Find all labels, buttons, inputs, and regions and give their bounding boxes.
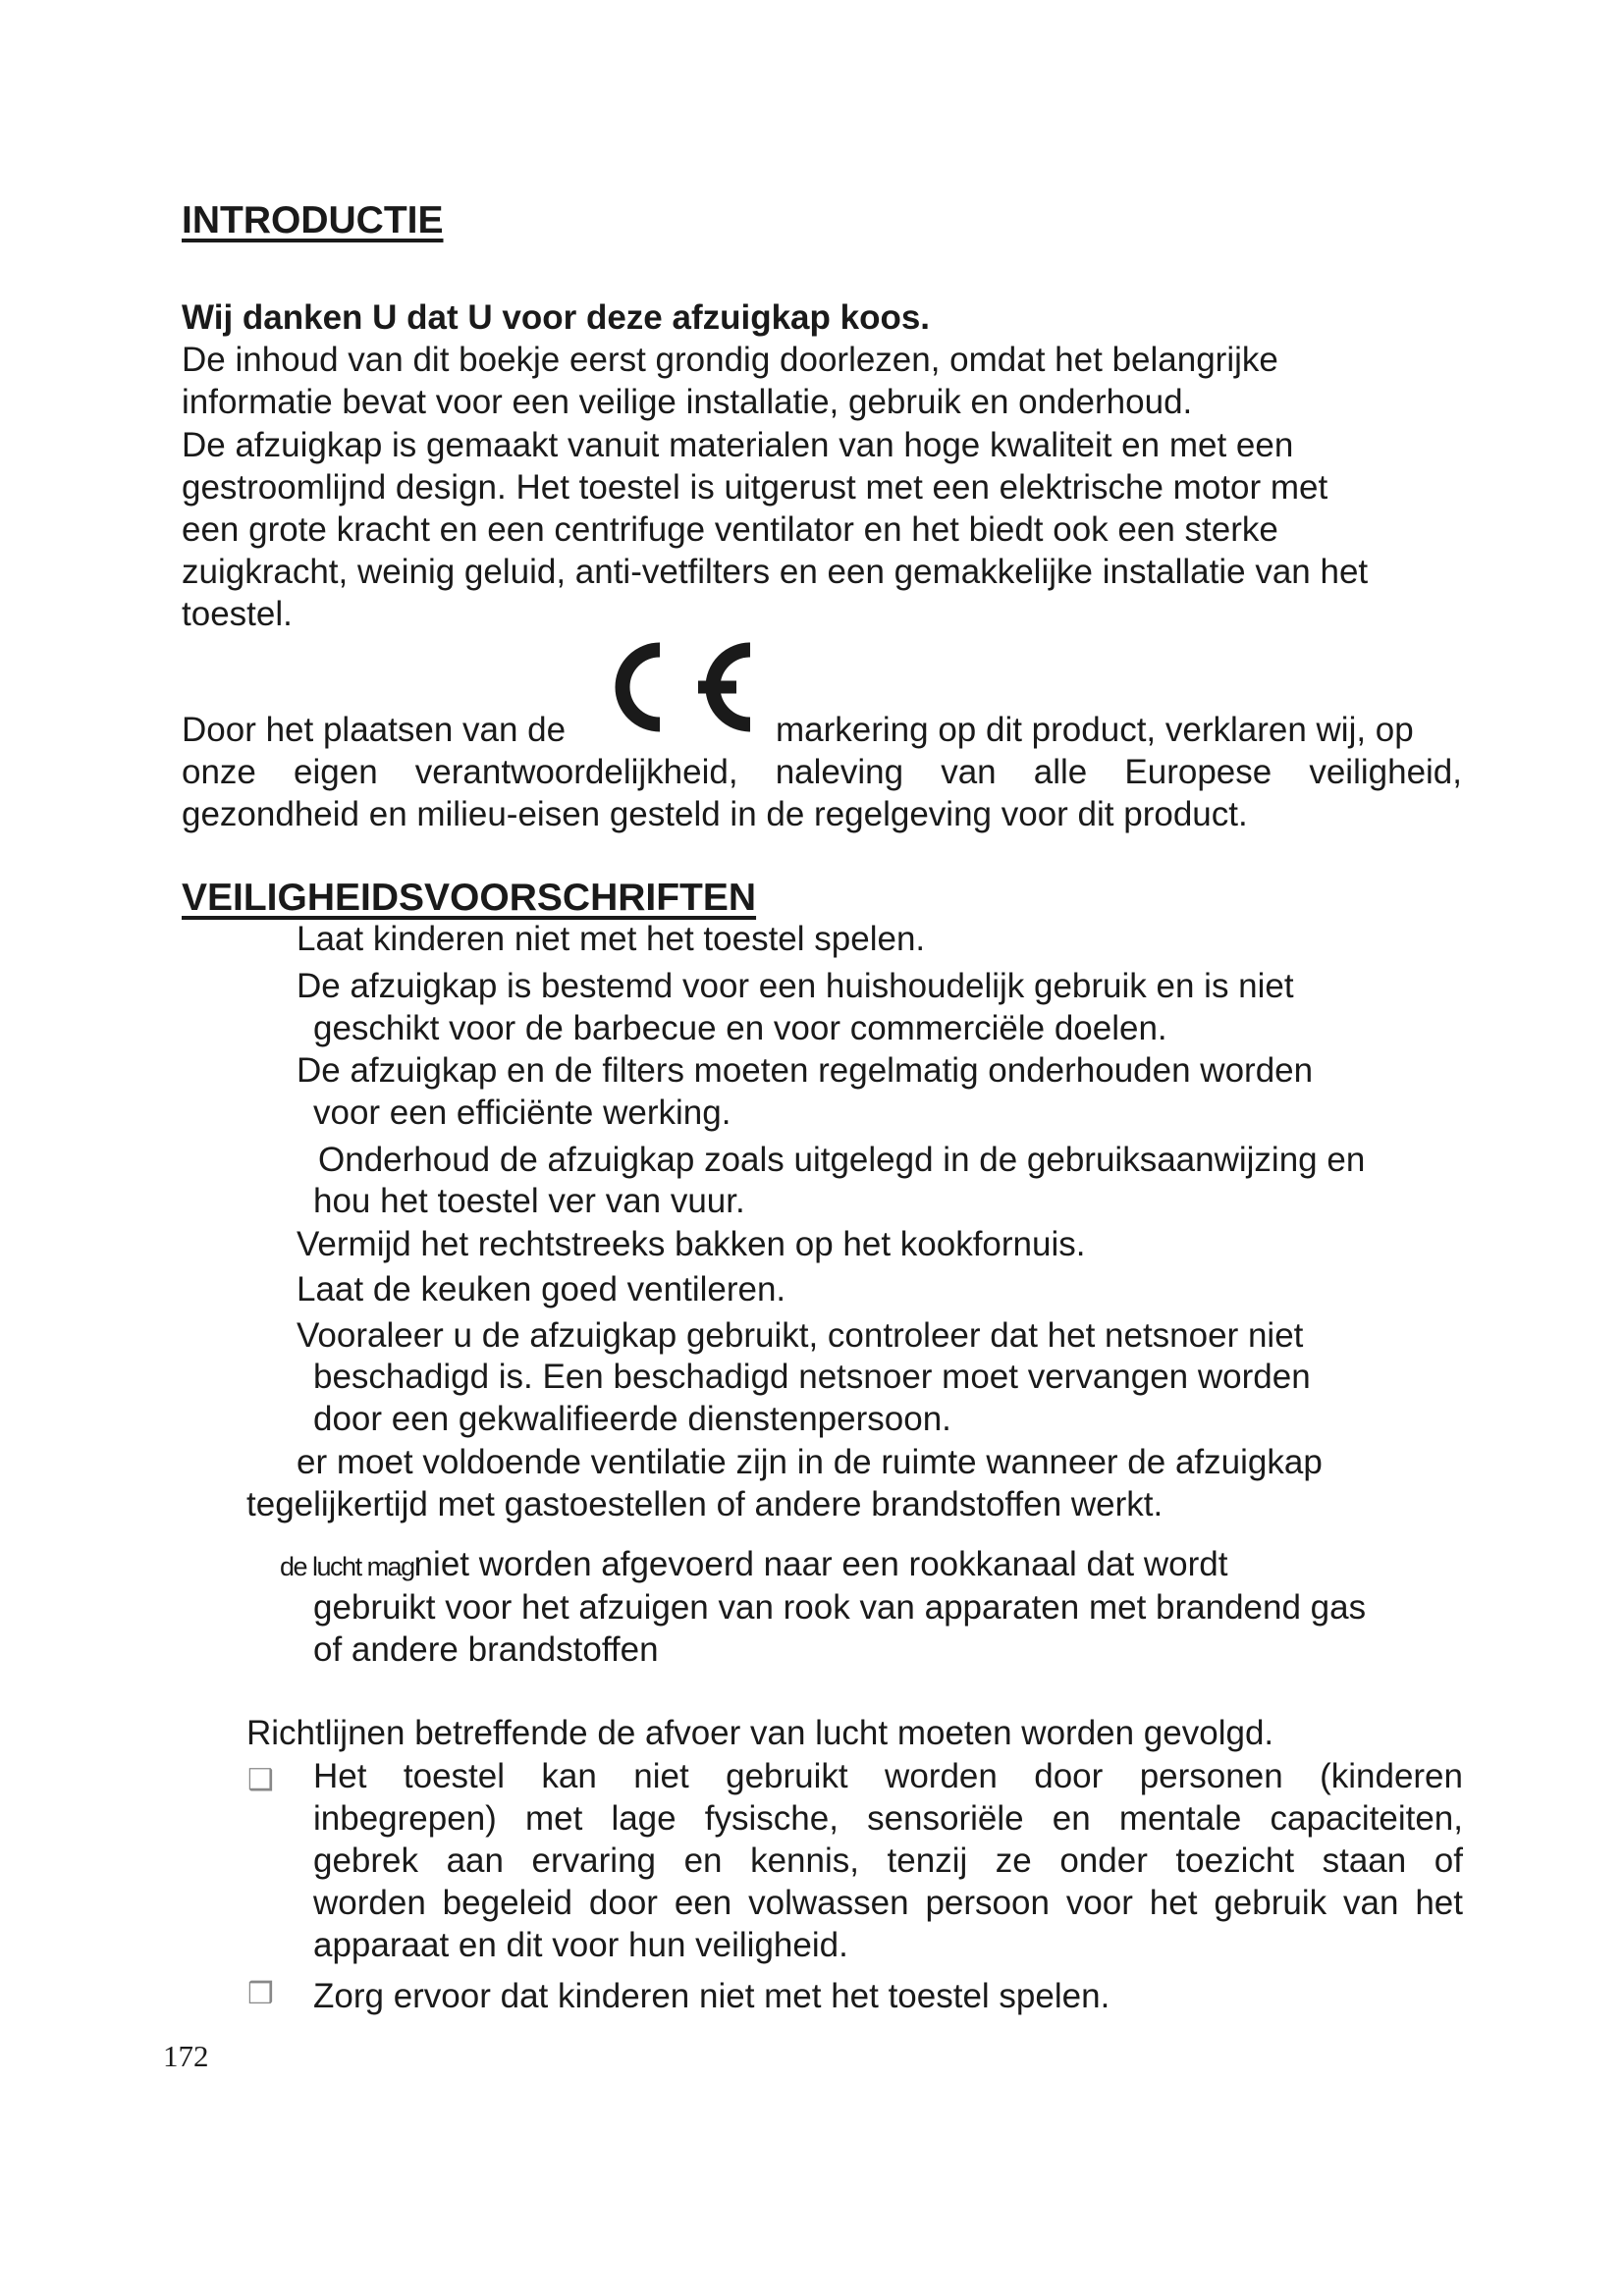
intro-p1-line: informatie bevat voor een veilige installatie, gebruik en onderhoud. xyxy=(182,383,1193,421)
safety-rule-cont: door een gekwalifieerde dienstenpersoon. xyxy=(313,1400,951,1438)
intro-p2-line: een grote kracht en een centrifuge ventilator en het biedt ook een sterke xyxy=(182,510,1278,549)
bullet-line: worden begeleid door een volwassen persoon voor het gebruik van het xyxy=(313,1884,1463,1922)
safety-rule: Vooraleer u de afzuigkap gebruikt, controleer dat het netsnoer niet xyxy=(297,1316,1304,1355)
ce-text-line-3: gezondheid en milieu-eisen gesteld in de regelgeving voor dit product. xyxy=(182,795,1248,833)
intro-p2-line: zuigkracht, weinig geluid, anti-vetfilters en een gemakkelijke installatie van het xyxy=(182,553,1369,591)
ce-text-after: markering op dit product, verklaren wij, op xyxy=(776,711,1414,749)
safety-rule: er moet voldoende ventilatie zijn in de ruimte wanneer de afzuigkap xyxy=(297,1443,1323,1481)
safety-rule-cont: gebruikt voor het afzuigen van rook van apparaten met brandend gas xyxy=(313,1588,1367,1627)
intro-p2-line: De afzuigkap is gemaakt vanuit materialen van hoge kwaliteit en met een xyxy=(182,426,1294,464)
safety-rule: De afzuigkap en de filters moeten regelmatig onderhouden worden xyxy=(297,1051,1314,1090)
safety-rule-cont: voor een efficiënte werking. xyxy=(313,1094,731,1132)
bullet-line: Zorg ervoor dat kinderen niet met het toestel spelen. xyxy=(313,1977,1110,2015)
ce-text-line-2: onze eigen verantwoordelijkheid, naleving van alle Europese veiligheid, xyxy=(182,753,1462,791)
safety-rule: Onderhoud de afzuigkap zoals uitgelegd in de gebruiksaanwijzing en xyxy=(318,1141,1366,1179)
bullet-line: apparaat en dit voor hun veiligheid. xyxy=(313,1926,848,1964)
safety-rule-cont: geschikt voor de barbecue en voor commerciële doelen. xyxy=(313,1009,1167,1047)
safety-rule-cont: of andere brandstoffen xyxy=(313,1630,659,1669)
checkbox-bullet-icon: ❒ xyxy=(247,1978,274,2010)
intro-heading: INTRODUCTIE xyxy=(182,199,444,241)
ce-text-before: Door het plaatsen van de xyxy=(182,711,567,749)
bullet-line: gebrek aan ervaring en kennis, tenzij ze onder toezicht staan of xyxy=(313,1842,1463,1880)
page-number: 172 xyxy=(163,2039,209,2073)
safety-heading: VEILIGHEIDSVOORSCHRIFTEN xyxy=(182,877,757,919)
bullet-line: Het toestel kan niet gebruikt worden door personen (kinderen xyxy=(313,1757,1463,1795)
intro-p2-line: toestel. xyxy=(182,595,293,633)
safety-rule: Vermijd het rechtstreeks bakken op het kookfornuis. xyxy=(297,1225,1086,1263)
safety-rule: Laat de keuken goed ventileren. xyxy=(297,1270,786,1308)
safety-rule: Laat kinderen niet met het toestel spelen. xyxy=(297,920,926,958)
safety-rule-cont: hou het toestel ver van vuur. xyxy=(313,1182,745,1220)
safety-rule-cont: beschadigd is. Een beschadigd netsnoer moet vervangen worden xyxy=(313,1358,1311,1396)
safety-rule-text: niet worden afgevoerd naar een rookkanaal dat wordt xyxy=(413,1545,1228,1583)
checkbox-bullet-icon: ❑ xyxy=(247,1764,274,1796)
intro-p2-line: gestroomlijnd design. Het toestel is uitgerust met een elektrische motor met xyxy=(182,468,1328,507)
safety-rule xyxy=(280,1543,1227,1588)
safety-rule-cont: tegelijkertijd met gastoestellen of andere brandstoffen werkt. xyxy=(246,1485,1164,1523)
ce-mark-logo xyxy=(603,636,758,738)
intro-p1-line: De inhoud van dit boekje eerst grondig doorlezen, omdat het belangrijke xyxy=(182,341,1278,379)
safety-rule: Richtlijnen betreffende de afvoer van lucht moeten worden gevolgd. xyxy=(246,1714,1274,1752)
intro-thanks: Wij danken U dat U voor deze afzuigkap koos. xyxy=(182,298,931,337)
bullet-line: inbegrepen) met lage fysische, sensoriële en mentale capaciteiten, xyxy=(313,1799,1463,1838)
safety-rule: De afzuigkap is bestemd voor een huishoudelijk gebruik en is niet xyxy=(297,967,1294,1005)
safety-rule-small-prefix: de lucht mag xyxy=(280,1552,414,1581)
